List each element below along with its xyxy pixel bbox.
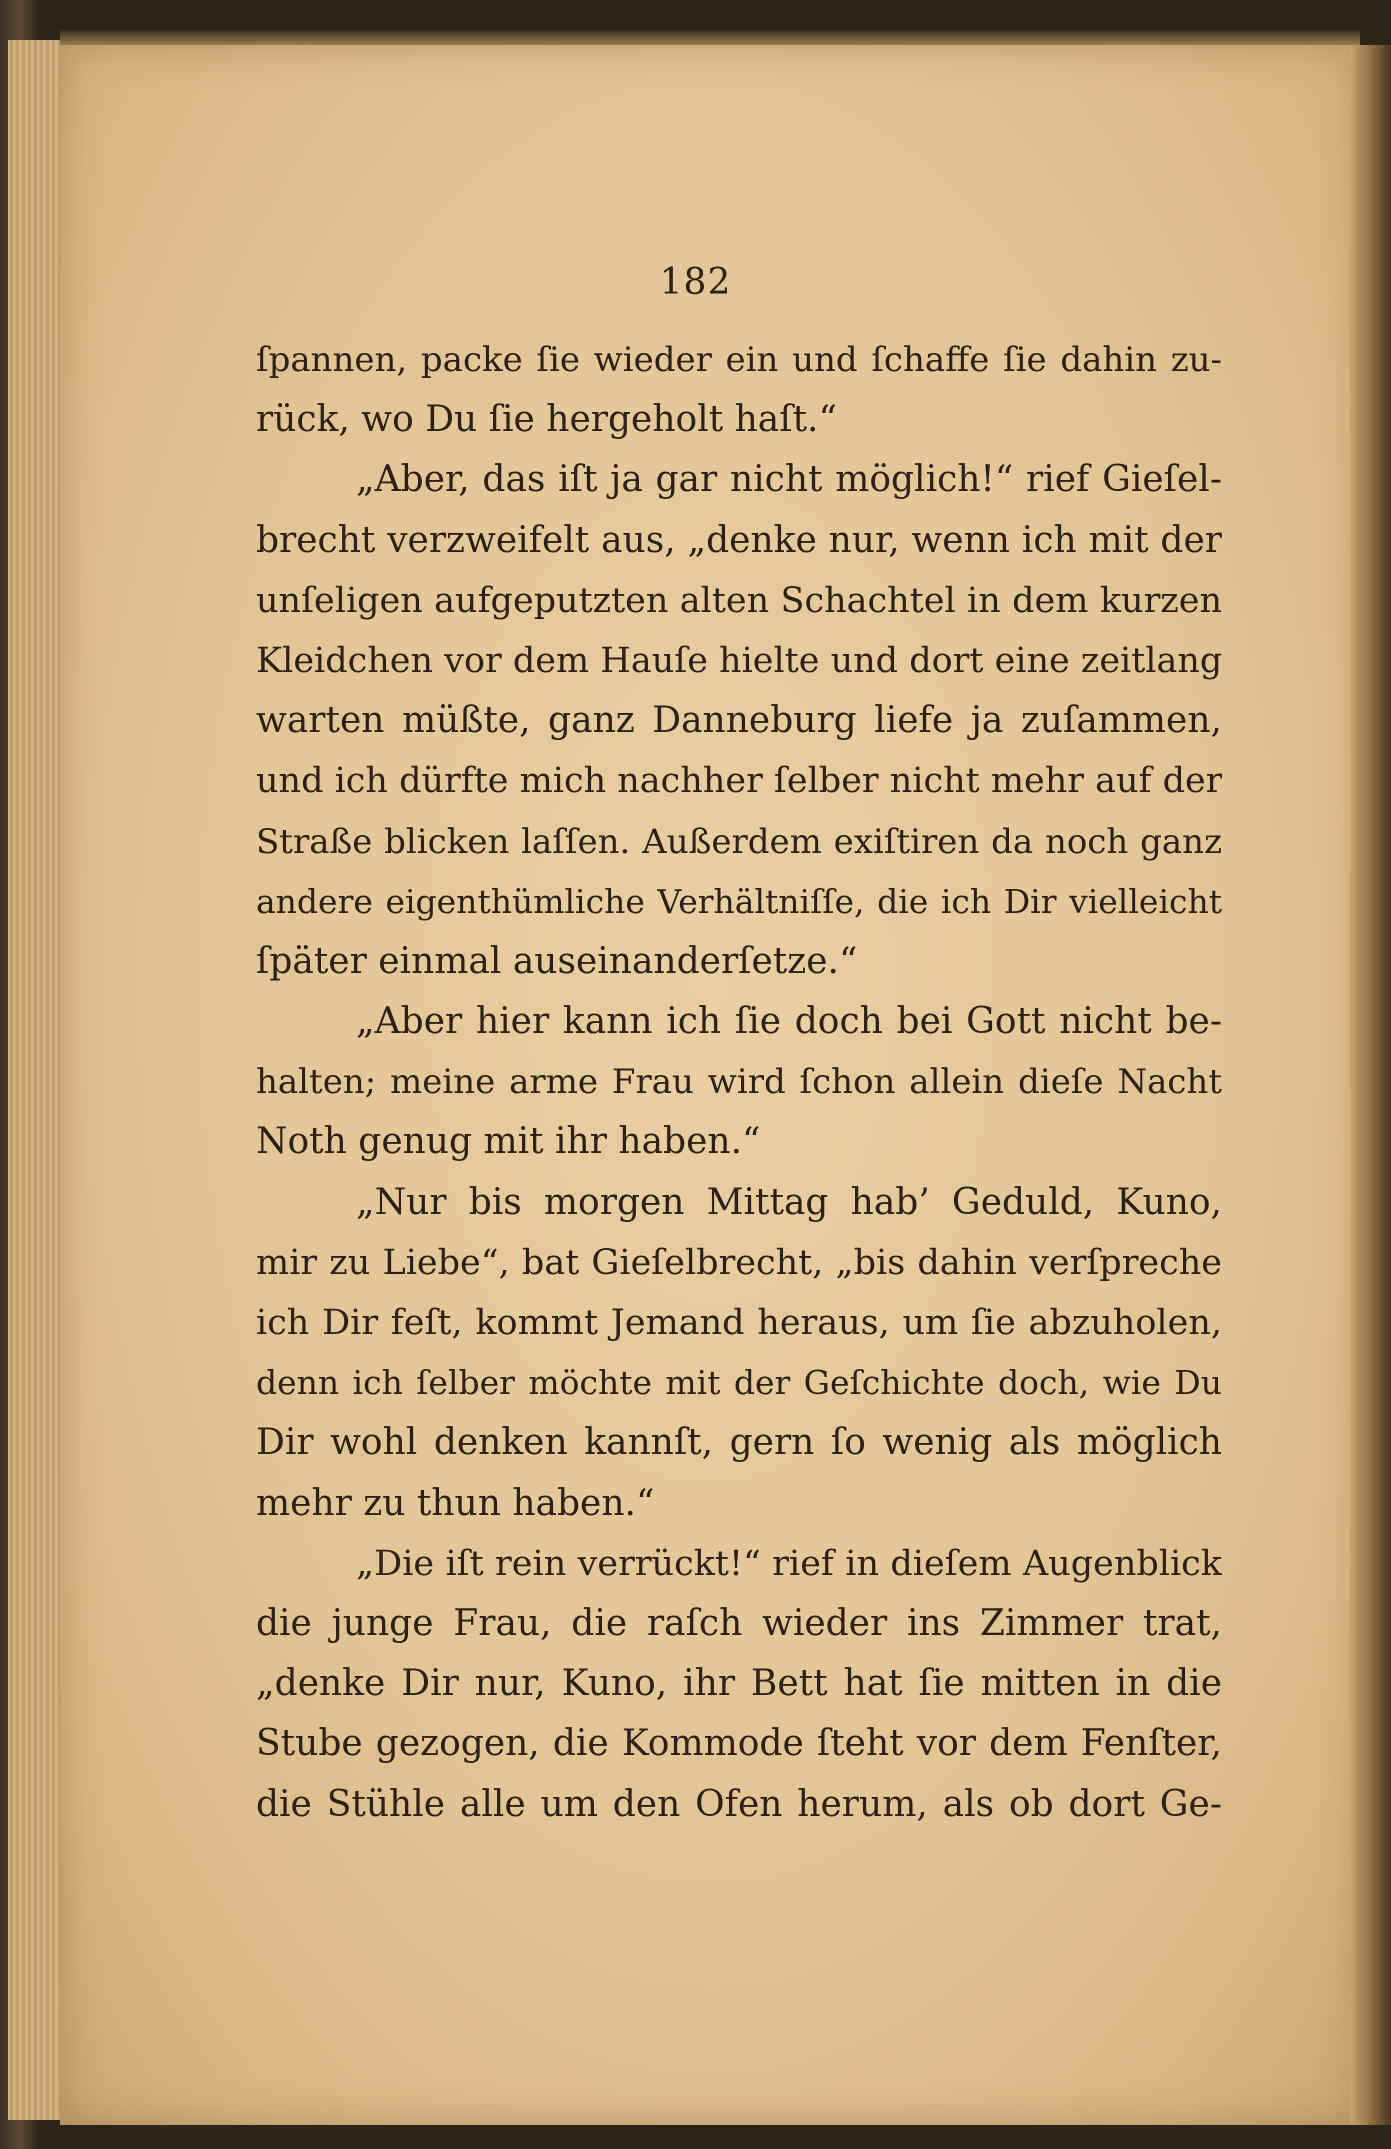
text-line: die junge Frau, die raſch wieder ins Zimmer trat, [256, 1602, 1222, 1644]
text-line: ich Dir feſt, kommt Jemand heraus, um ſie abzuholen, [256, 1303, 1222, 1343]
text-line: denn ich ſelber möchte mit der Geſchichte doch, wie Du [256, 1363, 1222, 1403]
text-line: halten; meine arme Frau wird ſchon allein dieſe Nacht [256, 1062, 1222, 1103]
text-line: „denke Dir nur, Kuno, ihr Bett hat ſie mitten in die [256, 1663, 1222, 1705]
text-line: „Die iſt rein verrückt!“ rief in dieſem Augenblick [356, 1543, 1222, 1584]
text-line: „Aber hier kann ich ſie doch bei Gott nicht be- [356, 1001, 1222, 1043]
text-line: „Aber, das iſt ja gar nicht möglich!“ rief Gieſel- [356, 459, 1222, 501]
text-line: warten müßte, ganz Danneburg liefe ja zuſammen, [256, 700, 1222, 742]
text-line: andere eigenthümliche Verhältniſſe, die ich Dir vielleicht [256, 881, 1222, 921]
text-line: unſeligen aufgeputzten alten Schachtel in dem kurzen [256, 580, 1222, 621]
text-line: Stube gezogen, die Kommode ſteht vor dem Fenſter, [256, 1723, 1222, 1765]
text-line: rück, wo Du ſie hergeholt haſt.“ [256, 399, 837, 441]
text-line: und ich dürfte mich nachher ſelber nicht mehr auf der [256, 761, 1222, 802]
text-line: ſpäter einmal auseinanderſetze.“ [256, 940, 858, 982]
page-number: 182 [659, 262, 732, 303]
book-spine-shadow [1350, 45, 1391, 2125]
text-line: brecht verzweifelt aus, „denke nur, wenn ich mit der [256, 519, 1222, 561]
text-line: ſpannen, packe ſie wieder ein und ſchaffe ſie dahin zu- [256, 340, 1222, 380]
text-line: Kleidchen vor dem Hauſe hielte und dort eine zeitlang [256, 640, 1222, 681]
text-line: „Nur bis morgen Mittag hab’ Geduld, Kuno, [356, 1181, 1222, 1223]
text-line: die Stühle alle um den Ofen herum, als ob dort Ge- [256, 1783, 1222, 1825]
body-text [256, 330, 1222, 1835]
text-line: mir zu Liebe“, bat Gieſelbrecht, „bis dahin verſpreche [256, 1242, 1222, 1283]
text-line: Straße blicken laſſen. Außerdem exiſtiren da noch ganz [256, 821, 1222, 862]
text-line: Noth genug mit ihr haben.“ [256, 1121, 761, 1163]
text-line: Dir wohl denken kannſt, gern ſo wenig als möglich [256, 1422, 1222, 1464]
text-line: mehr zu thun haben.“ [256, 1482, 655, 1524]
